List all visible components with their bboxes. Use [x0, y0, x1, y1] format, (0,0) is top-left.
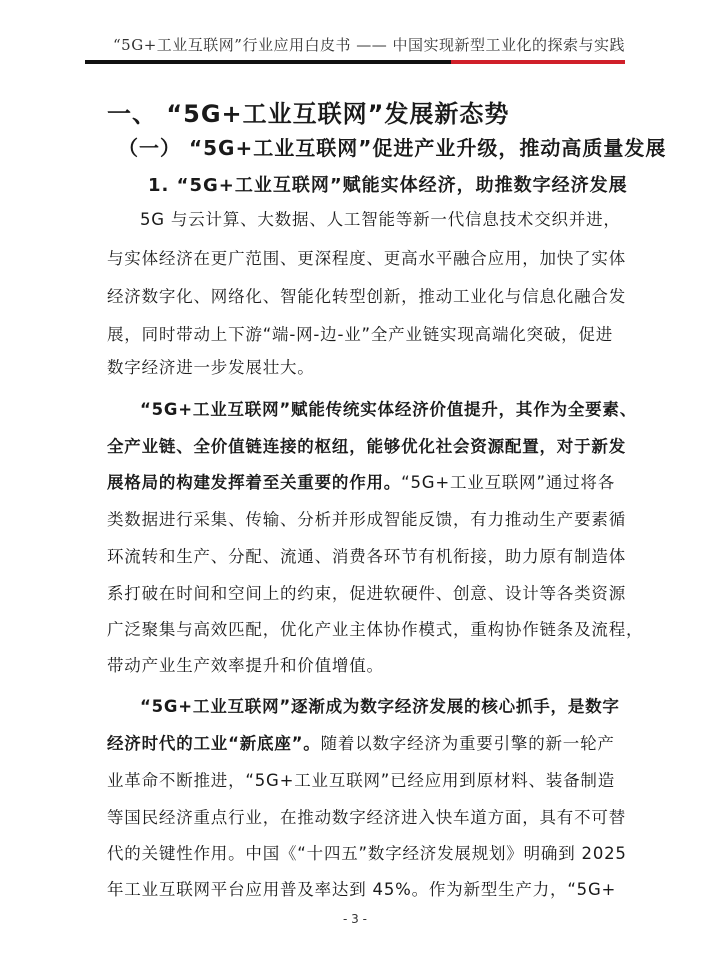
- paragraph-2-line: 广泛聚集与高效匹配，优化产业主体协作模式，重构协作链条及流程，: [107, 620, 644, 639]
- paragraph-3-line: 业革命不断推进，“5G+工业互联网”已经应用到原材料、装备制造: [107, 771, 616, 790]
- paragraph-1-line: 经济数字化、网络化、智能化转型创新，推动工业化与信息化融合发: [107, 287, 626, 306]
- subsubsection-heading: 1. “5G+工业互联网”赋能实体经济，助推数字经济发展: [148, 175, 628, 196]
- paragraph-2-line: 环流转和生产、分配、流通、消费各环节有机衔接，助力原有制造体: [107, 547, 626, 566]
- paragraph-2-bold-line: “5G+工业互联网”赋能传统实体经济价值提升，其作为全要素、: [140, 400, 638, 419]
- paragraph-1-line: 5G 与云计算、大数据、人工智能等新一代信息技术交织并进，: [140, 210, 621, 229]
- paragraph-3-bold-fragment: 经济时代的工业“新底座”。: [107, 734, 321, 753]
- section-heading: 一、 “5G+工业互联网”发展新态势: [107, 100, 510, 128]
- paragraph-3-bold-line: “5G+工业互联网”逐渐成为数字经济发展的核心抓手，是数字: [140, 697, 620, 716]
- subsection-heading: （一） “5G+工业互联网”促进产业升级，推动高质量发展: [118, 136, 667, 160]
- paragraph-2-bold-fragment: 展格局的构建发挥着至关重要的作用。: [107, 473, 402, 492]
- paragraph-2-line: 类数据进行采集、传输、分析并形成智能反馈，有力推动生产要素循: [107, 510, 626, 529]
- paragraph-1-line: 与实体经济在更广范围、更深程度、更高水平融合应用，加快了实体: [107, 249, 626, 268]
- paragraph-3-normal-fragment: 随着以数字经济为重要引擎的新一轮产: [320, 734, 615, 753]
- header-rule-red: [451, 60, 625, 64]
- paragraph-3-line: 年工业互联网平台应用普及率达到 45%。作为新型生产力，“5G+: [107, 880, 617, 899]
- paragraph-2-line: 系打破在时间和空间上的约束，促进软硬件、创意、设计等各类资源: [107, 584, 626, 603]
- paragraph-2-mixed-line: [107, 469, 616, 497]
- paragraph-2-normal-fragment: “5G+工业互联网”通过将各: [401, 473, 616, 492]
- paragraph-3-line: 等国民经济重点行业，在推动数字经济进入快车道方面，具有不可替: [107, 808, 626, 827]
- paragraph-2-bold-line: 全产业链、全价值链连接的枢纽，能够优化社会资源配置，对于新发: [107, 437, 626, 456]
- page-number: - 3 -: [343, 912, 367, 926]
- running-header: “5G+工业互联网”行业应用白皮书 —— 中国实现新型工业化的探索与实践: [113, 36, 625, 54]
- header-rule-black: [85, 60, 451, 64]
- paragraph-1-line: 展，同时带动上下游“端-网-边-业”全产业链实现高端化突破，促进: [107, 325, 614, 344]
- paragraph-3-mixed-line: [107, 730, 615, 758]
- paragraph-3-line: 代的关键性作用。中国《“十四五”数字经济发展规划》明确到 2025: [107, 844, 627, 863]
- paragraph-1-line: 数字经济进一步发展壮大。: [107, 358, 315, 377]
- paragraph-2-line: 带动产业生产效率提升和价值增值。: [107, 656, 384, 675]
